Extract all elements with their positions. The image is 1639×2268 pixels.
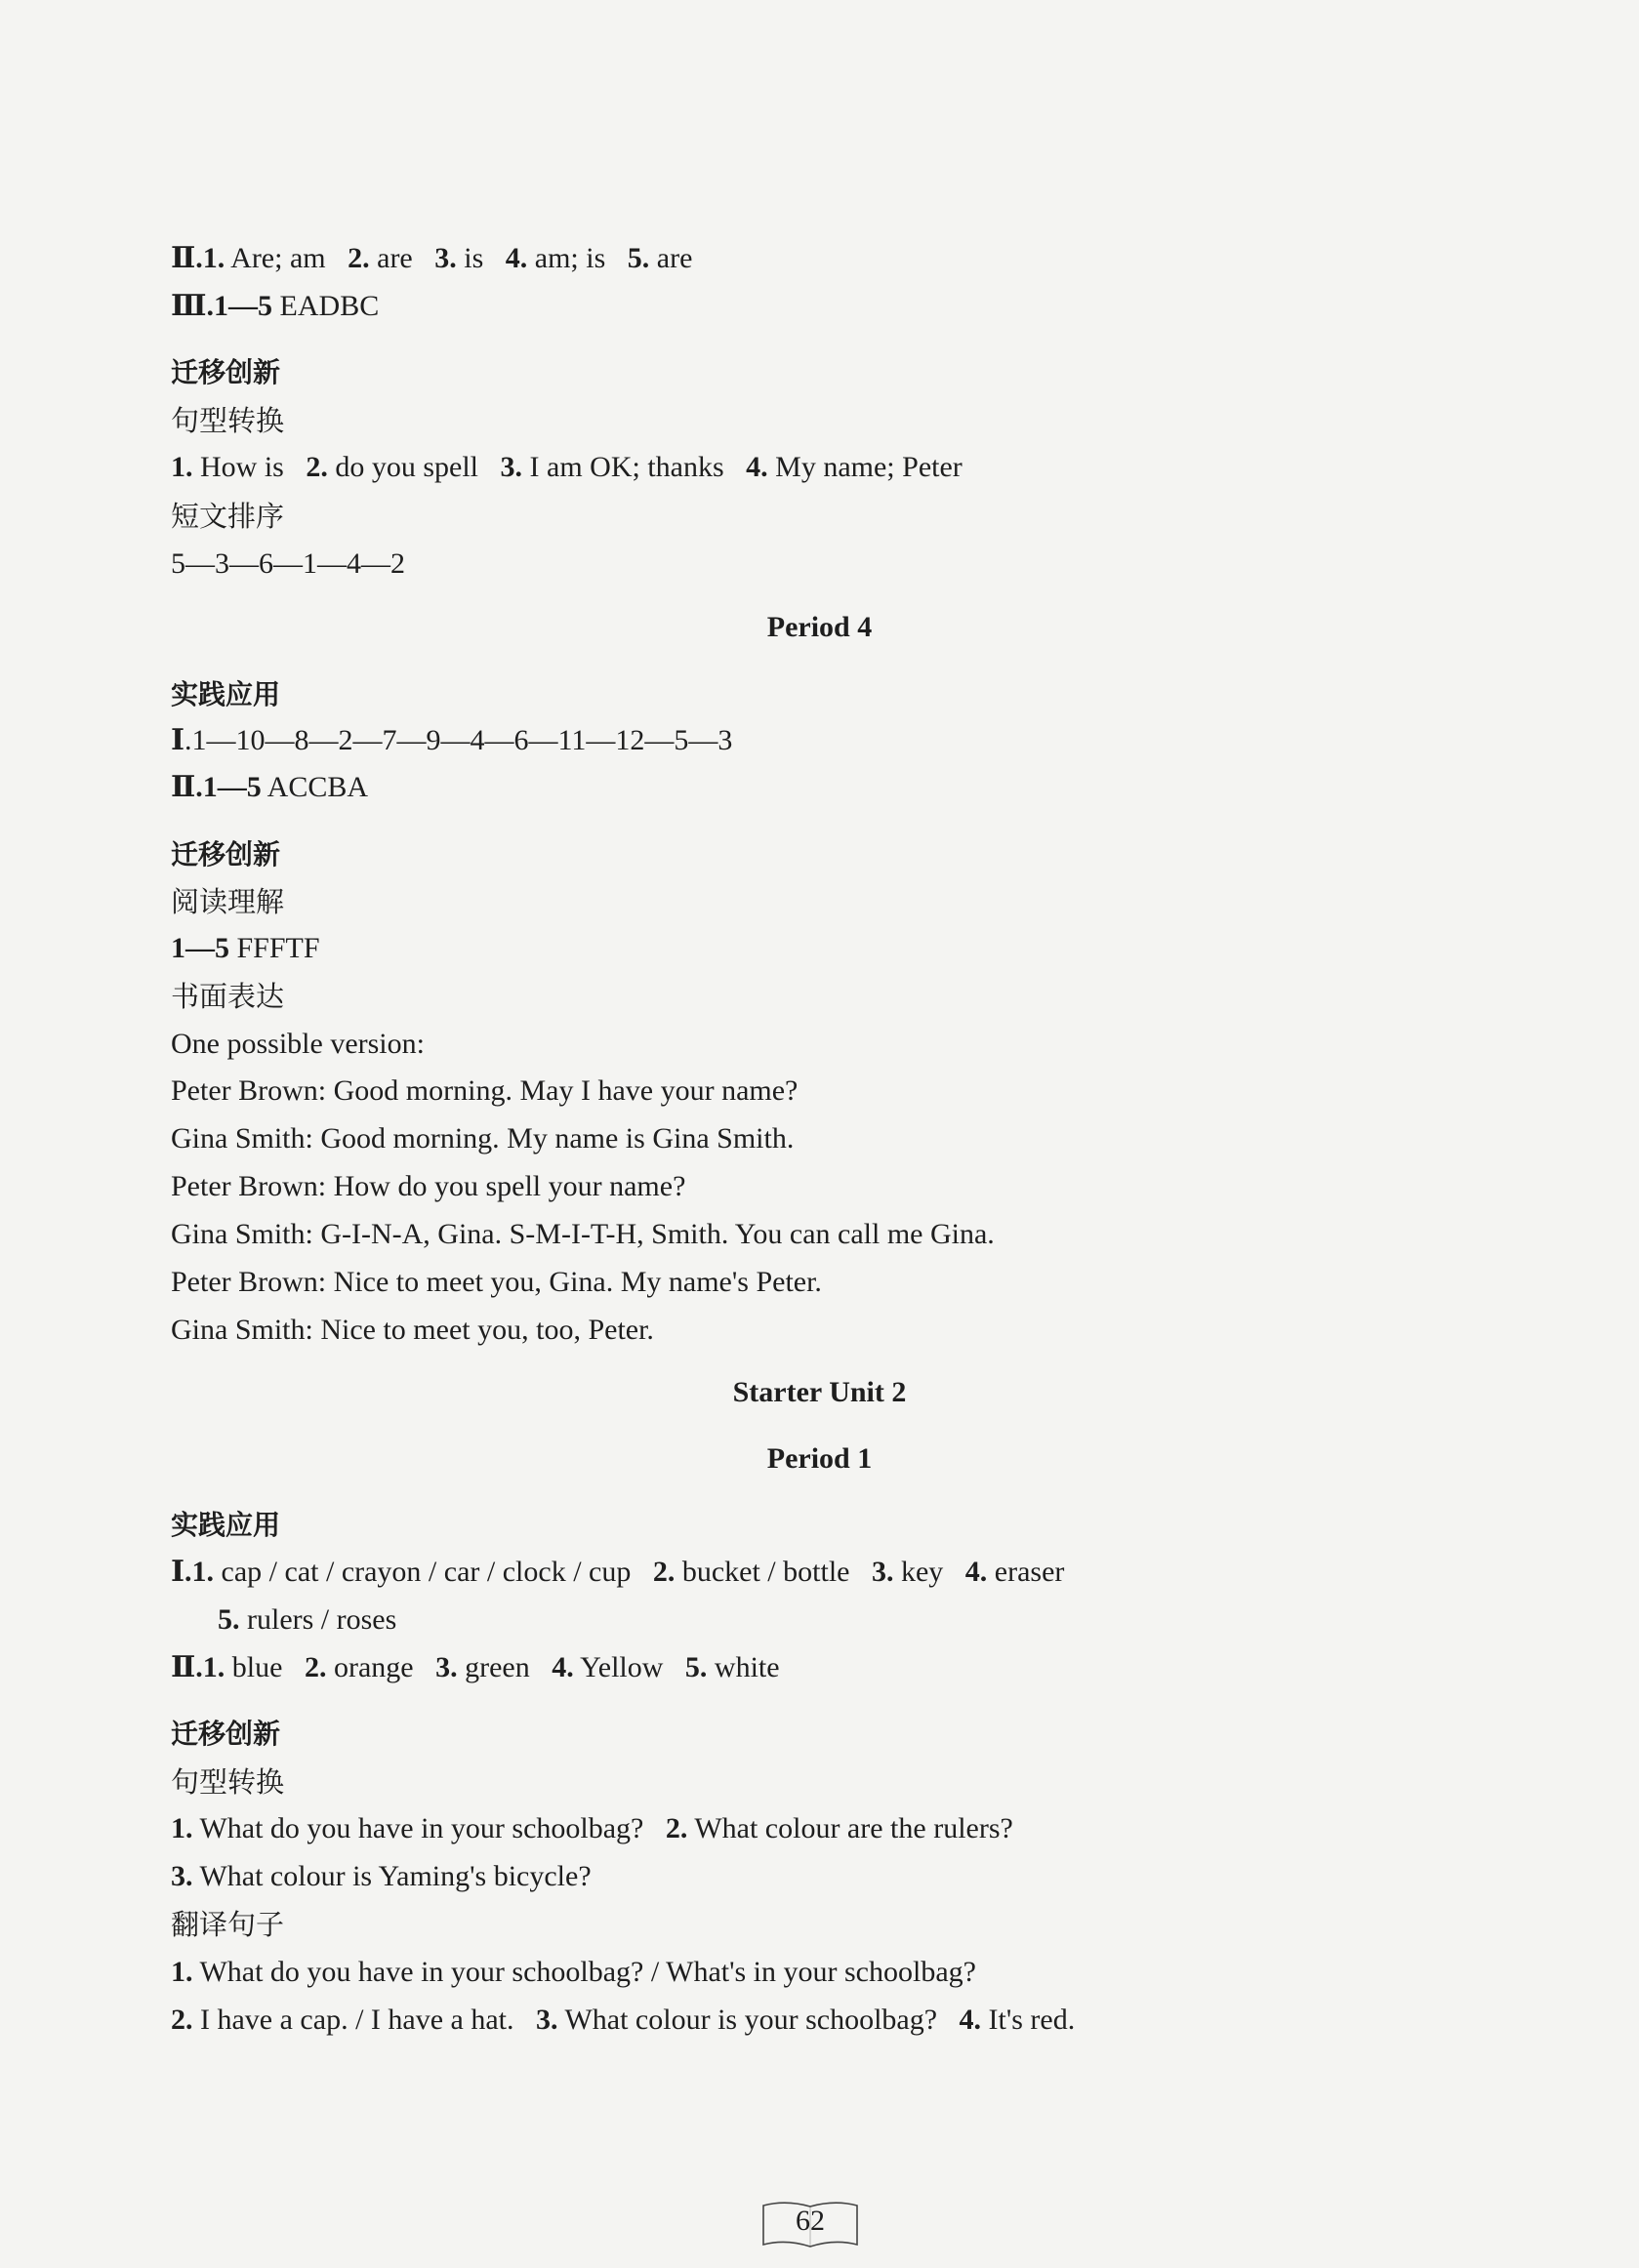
writing-line: One possible version: [171, 1028, 425, 1060]
unit2-sent-transform-line1: 1. What do you have in your schoolbag? 2. What colour are the rulers? [171, 1812, 1013, 1844]
page-number: 62 [760, 2198, 860, 2248]
unit2-period-title: Period 1 [766, 1442, 873, 1475]
period4-ii-line: Ⅱ.1—5 ACCBA [171, 771, 369, 803]
writing-line: Gina Smith: G-I-N-A, Gina. S-M-I-T-H, Smith. You can call me Gina. [171, 1218, 995, 1250]
writing-line: Peter Brown: Nice to meet you, Gina. My name's Peter. [171, 1266, 822, 1298]
writing-line: Gina Smith: Good morning. My name is Gina Smith. [171, 1122, 795, 1154]
period4-i-line: Ⅰ.1—10—8—2—7—9—4—6—11—12—5—3 [171, 724, 733, 756]
unit2-transfer-heading: 迁移创新 [171, 1718, 281, 1750]
unit2-i-line-cont: 5. rulers / roses [218, 1603, 397, 1636]
prev-sent-transform-label: 句型转换 [171, 404, 285, 437]
period4-writing-label: 书面表达 [171, 980, 285, 1013]
unit2-sent-transform-line2: 3. What colour is Yaming's bicycle? [171, 1860, 592, 1892]
period4-practice-heading: 实践应用 [171, 678, 281, 710]
writing-line: Gina Smith: Nice to meet you, too, Peter. [171, 1314, 654, 1346]
unit2-translate-label: 翻译句子 [171, 1908, 285, 1941]
prev-ordering-label: 短文排序 [171, 500, 285, 533]
prev-transfer-heading: 迁移创新 [171, 356, 281, 388]
prev-ii-line: Ⅱ.1. Are; am 2. are 3. is 4. am; is 5. are [171, 242, 693, 274]
period4-transfer-heading: 迁移创新 [171, 838, 281, 871]
period4-reading-label: 阅读理解 [171, 885, 285, 918]
unit2-title: Starter Unit 2 [732, 1376, 907, 1408]
unit2-ii-line: Ⅱ.1. blue 2. orange 3. green 4. Yellow 5. white [171, 1651, 780, 1683]
unit2-sent-transform-label: 句型转换 [171, 1765, 285, 1799]
prev-sent-transform-line: 1. How is 2. do you spell 3. I am OK; thanks 4. My name; Peter [171, 451, 963, 483]
unit2-practice-heading: 实践应用 [171, 1509, 281, 1541]
prev-iii-line: Ⅲ.1—5 EADBC [171, 290, 380, 322]
writing-line: Peter Brown: Good morning. May I have your name? [171, 1074, 799, 1107]
unit2-i-line: Ⅰ.1. cap / cat / crayon / car / clock / cup 2. bucket / bottle 3. key 4. eraser [171, 1556, 1065, 1588]
period4-title: Period 4 [766, 611, 873, 643]
unit2-translate-line2: 2. I have a cap. / I have a hat. 3. What colour is your schoolbag? 4. It's red. [171, 2004, 1076, 2036]
writing-line: Peter Brown: How do you spell your name? [171, 1170, 686, 1202]
prev-ordering-answer: 5—3—6—1—4—2 [171, 547, 405, 580]
unit2-translate-line1: 1. What do you have in your schoolbag? / What's in your schoolbag? [171, 1956, 976, 1988]
period4-reading-line: 1—5 FFFTF [171, 932, 320, 964]
